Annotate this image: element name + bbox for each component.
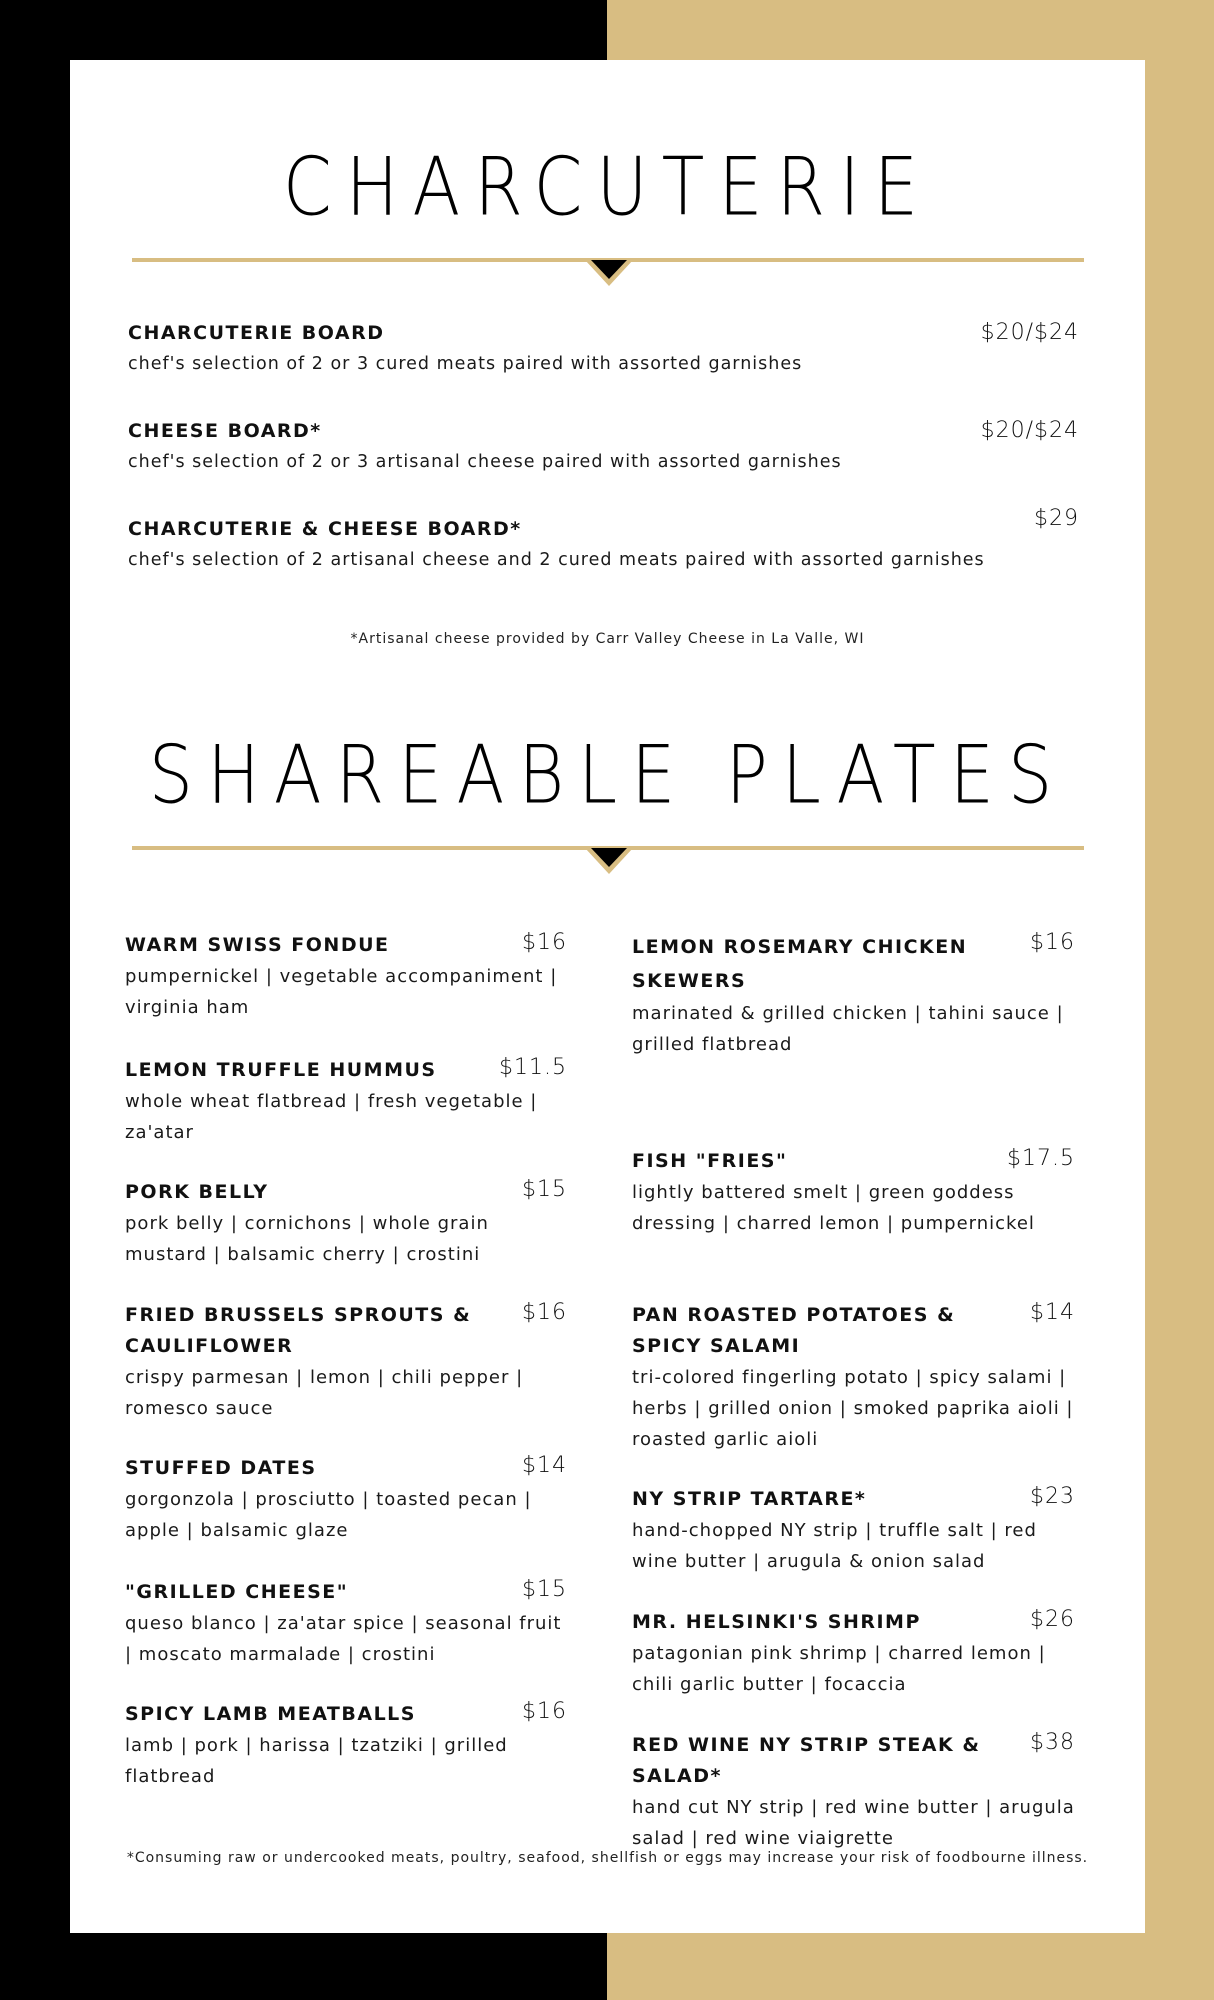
chevron-down-icon bbox=[585, 260, 633, 286]
item-name: CHEESE BOARD* bbox=[128, 420, 322, 442]
item-description: crispy parmesan | lemon | chili pepper | romesco sauce bbox=[125, 1367, 524, 1419]
item-description: chef's selection of 2 artisanal cheese and 2 cured meats paired with assorted garnishes bbox=[128, 550, 985, 570]
item-name: FISH "FRIES" bbox=[632, 1150, 788, 1172]
item-name: "GRILLED CHEESE" bbox=[125, 1581, 349, 1603]
item-description: lightly battered smelt | green goddess dressing | charred lemon | pumpernickel bbox=[632, 1182, 1035, 1234]
section-title-shareable-plates: SHAREABLE PLATES bbox=[148, 727, 1067, 823]
item-description: pumpernickel | vegetable accompaniment | virginia ham bbox=[125, 966, 558, 1018]
menu-item bbox=[125, 1453, 567, 1546]
menu-item bbox=[632, 1484, 1075, 1577]
item-description: whole wheat flatbread | fresh vegetable | za'atar bbox=[125, 1091, 538, 1143]
item-description: hand-chopped NY strip | truffle salt | red wine butter | arugula & onion salad bbox=[632, 1520, 1037, 1572]
item-description: gorgonzola | prosciutto | toasted pecan | apple | balsamic glaze bbox=[125, 1489, 532, 1541]
item-price: $16 bbox=[522, 1300, 567, 1325]
chevron-down-icon bbox=[585, 848, 633, 874]
menu-item bbox=[125, 1699, 567, 1792]
footer-note: *Consuming raw or undercooked meats, poultry, seafood, shellfish or eggs may increase your risk of foodbourne illness. bbox=[126, 1850, 1089, 1866]
item-price: $29 bbox=[1034, 506, 1079, 531]
item-price: $15 bbox=[522, 1177, 567, 1202]
item-price: $16 bbox=[1030, 930, 1075, 955]
item-price: $23 bbox=[1030, 1484, 1075, 1509]
item-description: lamb | pork | harissa | tzatziki | grilled flatbread bbox=[125, 1735, 508, 1787]
item-price: $20/$24 bbox=[980, 320, 1079, 345]
item-price: $26 bbox=[1030, 1607, 1075, 1632]
item-description: patagonian pink shrimp | charred lemon | chili garlic butter | focaccia bbox=[632, 1643, 1046, 1695]
item-name: FRIED BRUSSELS SPROUTS & CAULIFLOWER bbox=[125, 1304, 472, 1357]
item-name: MR. HELSINKI'S SHRIMP bbox=[632, 1611, 921, 1633]
menu-item bbox=[125, 930, 567, 1023]
item-price: $16 bbox=[522, 1699, 567, 1724]
menu-item bbox=[632, 1730, 1075, 1854]
item-name: CHARCUTERIE & CHEESE BOARD* bbox=[128, 518, 522, 540]
item-price: $38 bbox=[1030, 1730, 1075, 1755]
item-name: SPICY LAMB MEATBALLS bbox=[125, 1703, 416, 1725]
menu-item bbox=[125, 1300, 567, 1424]
item-description: marinated & grilled chicken | tahini sauce | grilled flatbread bbox=[632, 1003, 1064, 1055]
menu-item bbox=[632, 930, 1075, 1060]
item-description: queso blanco | za'atar spice | seasonal fruit | moscato marmalade | crostini bbox=[125, 1613, 562, 1665]
item-price: $16 bbox=[522, 930, 567, 955]
item-price: $11.5 bbox=[499, 1055, 567, 1080]
menu-item bbox=[632, 1607, 1075, 1700]
item-name: PORK BELLY bbox=[125, 1181, 269, 1203]
item-description: chef's selection of 2 or 3 artisanal cheese paired with assorted garnishes bbox=[128, 452, 842, 472]
item-name: NY STRIP TARTARE* bbox=[632, 1488, 867, 1510]
menu-item bbox=[125, 1177, 567, 1270]
section-title-charcuterie: CHARCUTERIE bbox=[282, 139, 933, 235]
item-name: LEMON ROSEMARY CHICKEN SKEWERS bbox=[632, 936, 968, 992]
menu-item bbox=[128, 416, 1079, 478]
item-price: $17.5 bbox=[1007, 1146, 1075, 1171]
item-name: RED WINE NY STRIP STEAK & SALAD* bbox=[632, 1734, 981, 1787]
item-name: LEMON TRUFFLE HUMMUS bbox=[125, 1059, 437, 1081]
item-name: STUFFED DATES bbox=[125, 1457, 317, 1479]
item-name: PAN ROASTED POTATOES & SPICY SALAMI bbox=[632, 1304, 956, 1357]
cheese-note: *Artisanal cheese provided by Carr Valley Cheese in La Valle, WI bbox=[350, 631, 865, 647]
menu-item bbox=[632, 1146, 1075, 1239]
item-name: WARM SWISS FONDUE bbox=[125, 934, 390, 956]
item-description: tri-colored fingerling potato | spicy salami | herbs | grilled onion | smoked paprika aioli | roasted garlic aioli bbox=[632, 1367, 1074, 1450]
menu-item bbox=[128, 318, 1079, 380]
menu-sheet bbox=[70, 60, 1145, 1933]
item-price: $14 bbox=[1030, 1300, 1075, 1325]
item-name: CHARCUTERIE BOARD bbox=[128, 322, 385, 344]
menu-item bbox=[125, 1055, 567, 1148]
menu-item bbox=[128, 506, 1079, 576]
item-description: pork belly | cornichons | whole grain mustard | balsamic cherry | crostini bbox=[125, 1213, 489, 1265]
menu-item bbox=[632, 1300, 1075, 1455]
item-price: $14 bbox=[522, 1453, 567, 1478]
menu-item bbox=[125, 1577, 567, 1670]
item-price: $20/$24 bbox=[980, 418, 1079, 443]
item-description: chef's selection of 2 or 3 cured meats paired with assorted garnishes bbox=[128, 354, 803, 374]
item-price: $15 bbox=[522, 1577, 567, 1602]
item-description: hand cut NY strip | red wine butter | arugula salad | red wine viaigrette bbox=[632, 1797, 1075, 1849]
